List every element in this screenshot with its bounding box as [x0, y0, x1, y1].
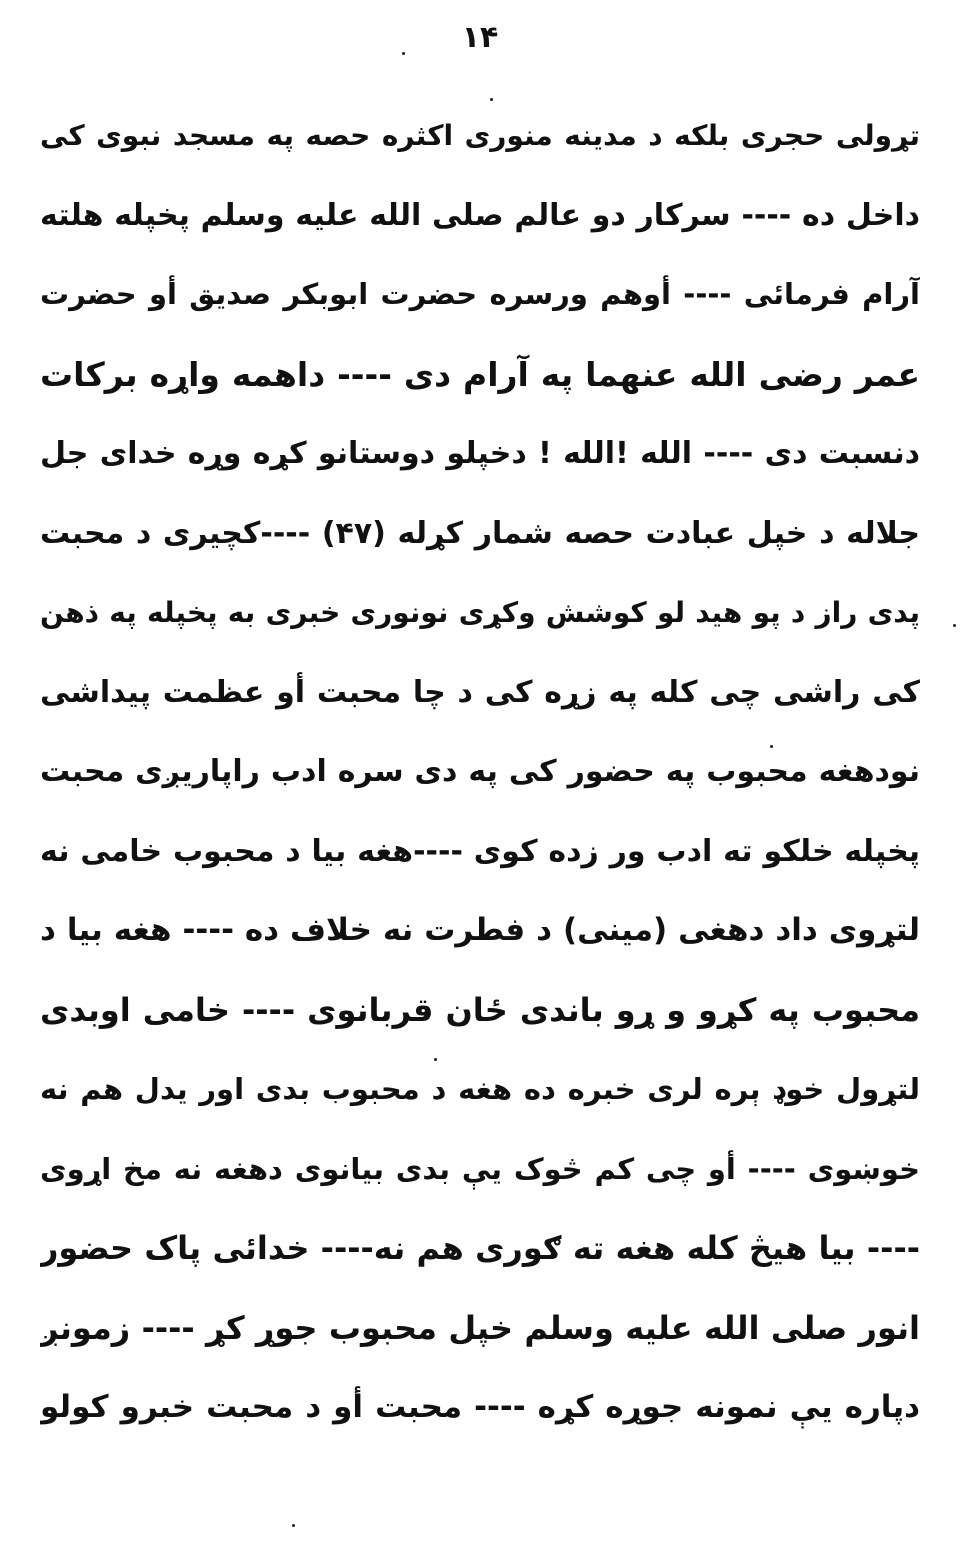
text-line-5: دنسبت دی ---- الله !الله ! دخپلو دوستانو کړه وړه خدای جل	[40, 436, 920, 471]
text-line-15: ---- بیا هیڅ کله هغه ته ګوری هم نه---- خدائی پاک حضور	[40, 1229, 920, 1267]
text-line-2: داخل ده ---- سرکار دو عالم صلی الله علیه وسلم پخپله هلته	[40, 197, 920, 233]
scan-speck	[292, 1524, 295, 1527]
scan-speck	[402, 52, 405, 55]
scan-speck	[490, 98, 493, 101]
scan-speck	[770, 745, 773, 748]
text-line-4: عمر رضی الله عنهما په آرام دی ---- داهمه واړه برکات	[40, 354, 920, 394]
text-line-9: نودهغه محبوب په حضور کی په دی سره ادب راپاریږی محبت	[40, 754, 920, 789]
text-line-16: انور صلی الله علیه وسلم خپل محبوب جوړ کړ ---- زمونږ	[40, 1308, 920, 1347]
text-line-17: دپاره یې نمونه جوړه کړه ---- محبت أو د محبت خبرو کولو	[40, 1389, 920, 1425]
text-line-14: خوښوی ---- أو چی کم څوک یې بدی بیانوی دهغه نه مخ اړوی	[40, 1151, 920, 1186]
scan-speck	[953, 624, 956, 627]
text-line-13: لتړول خوډ ېره لری خبره ده هغه د محبوب بدی اور یدل هم نه	[40, 1072, 920, 1106]
scan-speck	[434, 1058, 437, 1061]
text-line-1: تړولی حجری بلکه د مدینه منوری اکثره حصه په مسجد نبوی کی	[40, 119, 920, 152]
text-line-7: پدی راز د پو هید لو کوشش وکړی نونوری خبری به پخپله په ذهن	[40, 596, 920, 629]
text-line-11: لتړوی داد دهغی (مینی) د فطرت نه خلاف ده ---- هغه بیا د	[40, 912, 920, 948]
body-text	[40, 96, 920, 1448]
page-number: ۱۴	[461, 20, 499, 55]
text-line-8: کی راشی چی کله په زړه کی د چا محبت أو عظمت پیداشی	[40, 674, 920, 710]
text-line-12: محبوب په کړو و ړو باندی ځان قربانوی ---- خامی اوبدی	[40, 990, 920, 1029]
text-line-10: پخپله خلکو ته ادب ور زده کوی ----هغه بیا د محبوب خامی نه	[40, 833, 920, 869]
text-line-3: آرام فرمائی ---- أوهم ورسره حضرت ابوبکر صدیق أو حضرت	[40, 277, 920, 311]
text-line-6: جلاله د خپل عبادت حصه شمار کړله (۴۷) ----کچیری د محبت	[40, 515, 920, 551]
